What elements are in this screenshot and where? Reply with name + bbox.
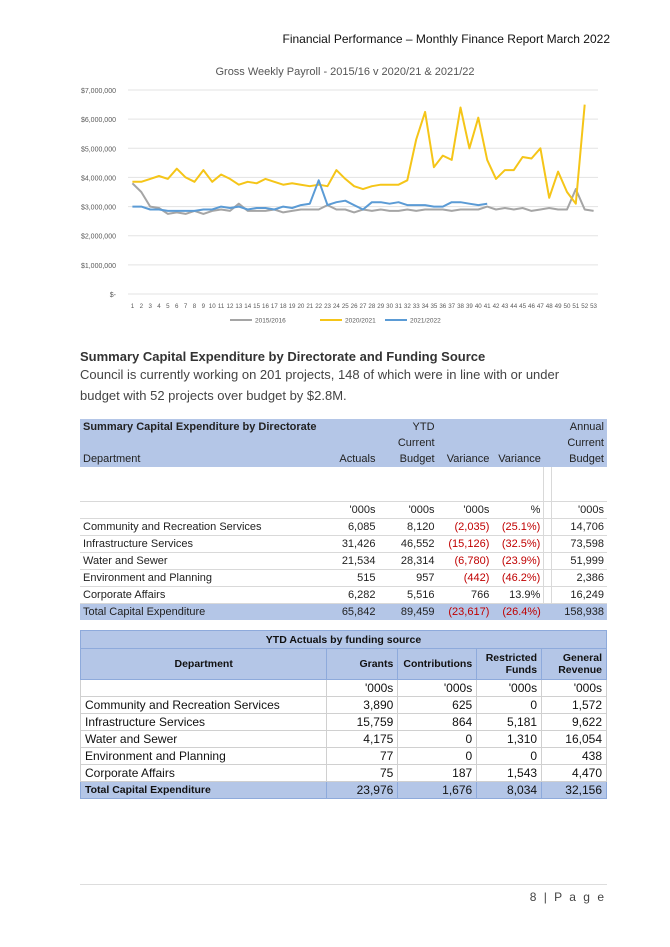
row-general: 1,572 (542, 697, 607, 714)
x-tick-label: 46 (528, 303, 535, 310)
row-restricted: 0 (477, 697, 542, 714)
row-grants: 75 (327, 765, 398, 782)
row-actuals: 6,085 (320, 519, 379, 536)
x-tick-label: 2 (139, 303, 144, 310)
unit-budget: '000s (378, 502, 437, 519)
row-contrib: 0 (398, 748, 477, 765)
row-pct: (46.2%) (492, 570, 543, 587)
total-restricted: 8,034 (477, 782, 542, 799)
x-tick-label: 21 (306, 303, 314, 310)
col-annual-budget: Budget (552, 451, 607, 467)
x-tick-label: 20 (297, 303, 305, 310)
x-tick-label: 47 (536, 303, 544, 310)
col-grants: Grants (327, 649, 398, 680)
table-row (81, 765, 607, 782)
table-row (80, 519, 607, 536)
x-tick-label: 27 (359, 303, 367, 310)
row-pct: (32.5%) (492, 536, 543, 553)
x-tick-label: 11 (217, 303, 225, 310)
ytd-label: YTD (378, 419, 437, 435)
x-tick-label: 4 (157, 303, 161, 310)
x-tick-label: 24 (332, 303, 340, 310)
unit-pct: % (492, 502, 543, 519)
x-tick-label: 26 (350, 303, 358, 310)
x-tick-label: 19 (288, 303, 296, 310)
row-actuals: 31,426 (320, 536, 379, 553)
x-tick-label: 37 (448, 303, 456, 310)
row-budget: 8,120 (378, 519, 437, 536)
page-number: 8 | P a g e (529, 890, 606, 904)
row-dept: Environment and Planning (80, 570, 320, 587)
row-budget: 46,552 (378, 536, 437, 553)
x-tick-label: 49 (554, 303, 562, 310)
unit-restricted: '000s (477, 680, 542, 697)
x-tick-label: 23 (324, 303, 331, 310)
row-budget: 5,516 (378, 587, 437, 604)
x-tick-label: 7 (183, 303, 188, 310)
y-tick-label: $6,000,000 (80, 117, 116, 125)
col-actuals: Actuals (320, 451, 379, 467)
payroll-chart (80, 62, 610, 332)
x-tick-label: 15 (253, 303, 261, 310)
legend-label: 2021/2022 (410, 317, 441, 325)
footer-divider (80, 884, 607, 885)
table-row (81, 748, 607, 765)
x-tick-label: 40 (474, 303, 482, 310)
row-budget: 28,314 (378, 553, 437, 570)
row-general: 438 (542, 748, 607, 765)
row-actuals: 515 (320, 570, 379, 587)
y-tick-label: $5,000,000 (80, 146, 116, 154)
row-dept: Corporate Affairs (80, 587, 320, 604)
x-tick-label: 17 (270, 303, 278, 310)
row-pct: (25.1%) (492, 519, 543, 536)
current-annual-label: Current (552, 435, 607, 451)
total-actuals: 65,842 (320, 604, 379, 621)
row-variance: (442) (438, 570, 493, 587)
x-tick-label: 18 (279, 303, 287, 310)
table-row (80, 536, 607, 553)
row-annual: 73,598 (552, 536, 607, 553)
unit-variance: '000s (438, 502, 493, 519)
directorate-table (80, 419, 607, 620)
row-contrib: 625 (398, 697, 477, 714)
row-contrib: 864 (398, 714, 477, 731)
total-grants: 23,976 (327, 782, 398, 799)
row-restricted: 1,543 (477, 765, 542, 782)
row-dept: Community and Recreation Services (80, 519, 320, 536)
x-tick-label: 43 (501, 303, 509, 310)
section-title: Summary Capital Expenditure by Directorate and Funding Source (80, 349, 486, 364)
x-tick-label: 25 (341, 303, 349, 310)
x-tick-label: 48 (545, 303, 553, 310)
total-row (80, 604, 607, 621)
row-contrib: 187 (398, 765, 477, 782)
x-tick-label: 16 (262, 303, 269, 310)
row-annual: 2,386 (552, 570, 607, 587)
x-tick-label: 45 (519, 303, 527, 310)
row-grants: 15,759 (327, 714, 398, 731)
col-budget: Budget (378, 451, 437, 467)
x-tick-label: 13 (235, 303, 243, 310)
unit-general: '000s (542, 680, 607, 697)
x-tick-label: 32 (403, 303, 411, 310)
row-dept: Water and Sewer (80, 553, 320, 570)
unit-grants: '000s (327, 680, 398, 697)
y-tick-label: $3,000,000 (80, 204, 116, 212)
row-annual: 16,249 (552, 587, 607, 604)
total-budget: 89,459 (378, 604, 437, 621)
legend-label: 2015/2016 (255, 317, 286, 325)
x-tick-label: 29 (377, 303, 385, 310)
row-dept: Community and Recreation Services (81, 697, 327, 714)
row-grants: 4,175 (327, 731, 398, 748)
row-dept: Infrastructure Services (80, 536, 320, 553)
x-tick-label: 33 (412, 303, 420, 310)
total-pct: (26.4%) (492, 604, 543, 621)
x-tick-label: 35 (430, 303, 438, 310)
x-tick-label: 28 (368, 303, 376, 310)
chart-title: Gross Weekly Payroll - 2015/16 v 2020/21 & 2021/22 (215, 66, 475, 78)
row-variance: (2,035) (438, 519, 493, 536)
row-grants: 3,890 (327, 697, 398, 714)
row-general: 16,054 (542, 731, 607, 748)
chart-canvas (80, 62, 610, 332)
y-tick-label: $7,000,000 (80, 88, 116, 95)
x-tick-label: 9 (201, 303, 206, 310)
x-tick-label: 34 (421, 303, 429, 310)
row-grants: 77 (327, 748, 398, 765)
total-dept: Total Capital Expenditure (80, 604, 320, 621)
col-variance: Variance (438, 451, 493, 467)
x-tick-label: 8 (192, 303, 197, 310)
table1-title: Summary Capital Expenditure by Directorate (80, 419, 320, 435)
col-variance-pct: Variance (492, 451, 543, 467)
x-tick-label: 36 (439, 303, 447, 310)
x-tick-label: 39 (465, 303, 473, 310)
x-tick-label: 31 (395, 303, 402, 310)
col-contributions: Contributions (398, 649, 477, 680)
y-tick-label: $4,000,000 (80, 175, 116, 183)
table-row (81, 731, 607, 748)
y-tick-label: $1,000,000 (80, 262, 116, 270)
row-budget: 957 (378, 570, 437, 587)
row-annual: 51,999 (552, 553, 607, 570)
row-dept: Infrastructure Services (81, 714, 327, 731)
row-variance: 766 (438, 587, 493, 604)
x-tick-label: 44 (510, 303, 518, 310)
x-tick-label: 52 (581, 303, 589, 310)
x-tick-label: 42 (492, 303, 500, 310)
x-tick-label: 14 (244, 303, 252, 310)
report-header: Financial Performance – Monthly Finance Report March 2022 (282, 32, 610, 46)
row-actuals: 6,282 (320, 587, 379, 604)
unit-contrib: '000s (398, 680, 477, 697)
x-tick-label: 10 (208, 303, 216, 310)
row-restricted: 1,310 (477, 731, 542, 748)
y-tick-label: $2,000,000 (80, 233, 116, 241)
row-variance: (15,126) (438, 536, 493, 553)
table-row (80, 570, 607, 587)
table2-caption: YTD Actuals by funding source (81, 631, 607, 649)
total-variance: (23,617) (438, 604, 493, 621)
col2-department: Department (81, 649, 327, 680)
row-annual: 14,706 (552, 519, 607, 536)
row-pct: 13.9% (492, 587, 543, 604)
row-general: 4,470 (542, 765, 607, 782)
x-tick-label: 1 (130, 303, 135, 310)
row-dept: Water and Sewer (81, 731, 327, 748)
x-tick-label: 53 (590, 303, 598, 310)
row-dept: Corporate Affairs (81, 765, 327, 782)
annual-label: Annual (552, 419, 607, 435)
table-row (80, 553, 607, 570)
unit-annual: '000s (552, 502, 607, 519)
table-row (81, 714, 607, 731)
current-label: Current (378, 435, 437, 451)
row-pct: (23.9%) (492, 553, 543, 570)
funding-table (80, 630, 607, 799)
x-tick-label: 51 (572, 303, 580, 310)
row-restricted: 5,181 (477, 714, 542, 731)
row-actuals: 21,534 (320, 553, 379, 570)
row-restricted: 0 (477, 748, 542, 765)
total-row (81, 782, 607, 799)
legend-label: 2020/2021 (345, 317, 376, 325)
total-contrib: 1,676 (398, 782, 477, 799)
col-department: Department (80, 451, 320, 467)
x-tick-label: 12 (226, 303, 234, 310)
row-dept: Environment and Planning (81, 748, 327, 765)
x-tick-label: 41 (483, 303, 491, 310)
table-row (81, 697, 607, 714)
x-tick-label: 3 (148, 303, 152, 310)
row-contrib: 0 (398, 731, 477, 748)
x-tick-label: 22 (315, 303, 323, 310)
total-annual: 158,938 (552, 604, 607, 621)
unit-actuals: '000s (320, 502, 379, 519)
x-tick-label: 6 (175, 303, 179, 310)
row-general: 9,622 (542, 714, 607, 731)
total-general: 32,156 (542, 782, 607, 799)
col-restricted: Restricted Funds (477, 649, 542, 680)
col-general: General Revenue (542, 649, 607, 680)
y-tick-label: $- (109, 292, 116, 299)
row-variance: (6,780) (438, 553, 493, 570)
x-tick-label: 30 (386, 303, 394, 310)
x-tick-label: 38 (457, 303, 464, 310)
table-row (80, 587, 607, 604)
x-tick-label: 50 (563, 303, 571, 310)
total-dept: Total Capital Expenditure (81, 782, 327, 799)
section-body: Council is currently working on 201 projects, 148 of which were in line with or under budget with 52 projects over budget by $2.8M. (80, 367, 560, 403)
x-tick-label: 5 (166, 303, 170, 310)
